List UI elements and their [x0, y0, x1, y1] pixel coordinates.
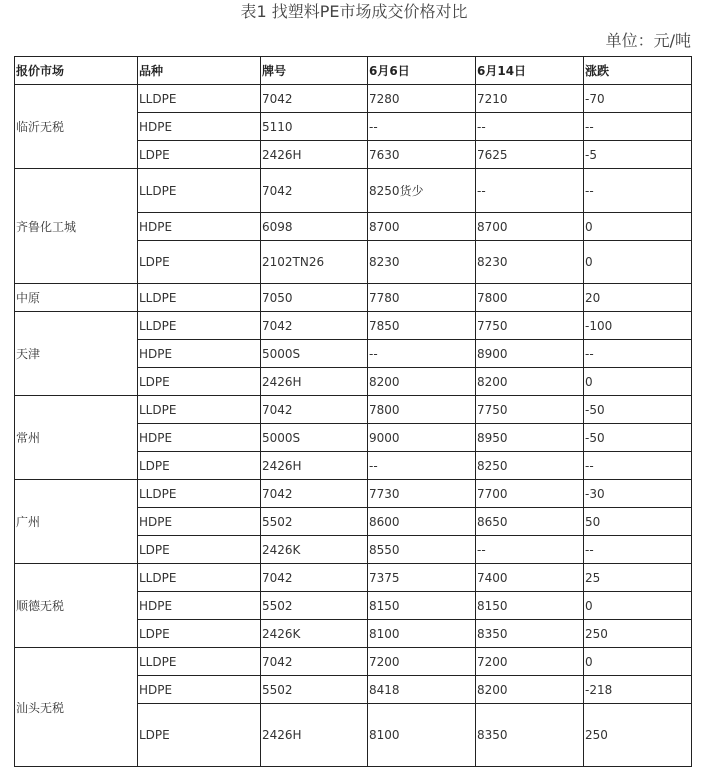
- change-cell: -100: [584, 312, 692, 340]
- table-row: [15, 564, 692, 592]
- product-cell: LDPE: [138, 368, 261, 396]
- header-grade: 牌号: [261, 57, 368, 85]
- grade-cell: 7042: [261, 169, 368, 213]
- jun6-cell: 7630: [368, 141, 476, 169]
- jun14-cell: --: [476, 536, 584, 564]
- jun14-cell: 8650: [476, 508, 584, 536]
- jun6-cell: 7800: [368, 396, 476, 424]
- product-cell: HDPE: [138, 676, 261, 704]
- header-market: 报价市场: [15, 57, 138, 85]
- grade-cell: 2426K: [261, 536, 368, 564]
- jun6-cell: --: [368, 113, 476, 141]
- table-row: [15, 85, 692, 113]
- market-cell: 天津: [15, 312, 138, 396]
- table-row: [15, 169, 692, 213]
- product-cell: LDPE: [138, 704, 261, 767]
- market-cell: 常州: [15, 396, 138, 480]
- unit-label: 单位：元/吨: [605, 31, 691, 50]
- jun14-cell: 7750: [476, 396, 584, 424]
- product-cell: LLDPE: [138, 396, 261, 424]
- header-product: 品种: [138, 57, 261, 85]
- jun6-cell: 8600: [368, 508, 476, 536]
- grade-cell: 5110: [261, 113, 368, 141]
- table-row: [15, 648, 692, 676]
- jun14-cell: 7200: [476, 648, 584, 676]
- grade-cell: 2102TN26: [261, 241, 368, 284]
- jun6-cell: 7375: [368, 564, 476, 592]
- jun6-cell: 8700: [368, 213, 476, 241]
- jun6-cell: --: [368, 452, 476, 480]
- change-cell: 20: [584, 284, 692, 312]
- grade-cell: 7042: [261, 85, 368, 113]
- change-cell: 250: [584, 620, 692, 648]
- jun14-cell: --: [476, 169, 584, 213]
- jun14-cell: 7800: [476, 284, 584, 312]
- grade-cell: 6098: [261, 213, 368, 241]
- grade-cell: 5000S: [261, 424, 368, 452]
- change-cell: --: [584, 536, 692, 564]
- jun6-cell: 7730: [368, 480, 476, 508]
- grade-cell: 5502: [261, 508, 368, 536]
- header-row: [15, 57, 692, 85]
- grade-cell: 2426H: [261, 141, 368, 169]
- grade-cell: 7042: [261, 396, 368, 424]
- jun6-cell: 8418: [368, 676, 476, 704]
- jun14-cell: --: [476, 113, 584, 141]
- product-cell: HDPE: [138, 508, 261, 536]
- grade-cell: 7050: [261, 284, 368, 312]
- product-cell: LLDPE: [138, 284, 261, 312]
- grade-cell: 7042: [261, 648, 368, 676]
- jun14-cell: 8200: [476, 676, 584, 704]
- grade-cell: 5502: [261, 676, 368, 704]
- product-cell: LLDPE: [138, 480, 261, 508]
- market-cell: 中原: [15, 284, 138, 312]
- jun14-cell: 8950: [476, 424, 584, 452]
- jun6-cell: 7850: [368, 312, 476, 340]
- product-cell: HDPE: [138, 592, 261, 620]
- jun6-cell: 8150: [368, 592, 476, 620]
- change-cell: --: [584, 340, 692, 368]
- product-cell: HDPE: [138, 213, 261, 241]
- jun14-cell: 8200: [476, 368, 584, 396]
- change-cell: 0: [584, 592, 692, 620]
- market-cell: 顺德无税: [15, 564, 138, 648]
- change-cell: --: [584, 452, 692, 480]
- jun14-cell: 8250: [476, 452, 584, 480]
- jun14-cell: 8230: [476, 241, 584, 284]
- jun6-cell: 8230: [368, 241, 476, 284]
- market-cell: 临沂无税: [15, 85, 138, 169]
- jun14-cell: 8900: [476, 340, 584, 368]
- change-cell: 0: [584, 368, 692, 396]
- jun6-cell: 8200: [368, 368, 476, 396]
- grade-cell: 2426H: [261, 368, 368, 396]
- jun14-cell: 8150: [476, 592, 584, 620]
- jun6-cell: 8100: [368, 704, 476, 767]
- jun14-cell: 8350: [476, 620, 584, 648]
- product-cell: LDPE: [138, 536, 261, 564]
- product-cell: LDPE: [138, 241, 261, 284]
- product-cell: LDPE: [138, 141, 261, 169]
- header-change: 涨跌: [584, 57, 692, 85]
- product-cell: LLDPE: [138, 564, 261, 592]
- header-jun14: 6月14日: [476, 57, 584, 85]
- table-row: [15, 312, 692, 340]
- jun6-cell: 7200: [368, 648, 476, 676]
- product-cell: LLDPE: [138, 85, 261, 113]
- table-row: [15, 396, 692, 424]
- jun6-cell: 7780: [368, 284, 476, 312]
- jun14-cell: 8350: [476, 704, 584, 767]
- change-cell: --: [584, 113, 692, 141]
- change-cell: -218: [584, 676, 692, 704]
- price-table: [14, 56, 692, 767]
- product-cell: LLDPE: [138, 312, 261, 340]
- jun6-cell: 8250货少: [368, 169, 476, 213]
- change-cell: -5: [584, 141, 692, 169]
- table-row: [15, 480, 692, 508]
- grade-cell: 7042: [261, 312, 368, 340]
- jun14-cell: 7210: [476, 85, 584, 113]
- jun6-cell: 8100: [368, 620, 476, 648]
- change-cell: -50: [584, 396, 692, 424]
- change-cell: 0: [584, 213, 692, 241]
- jun14-cell: 7750: [476, 312, 584, 340]
- product-cell: HDPE: [138, 113, 261, 141]
- grade-cell: 2426H: [261, 704, 368, 767]
- change-cell: 250: [584, 704, 692, 767]
- jun14-cell: 8700: [476, 213, 584, 241]
- jun6-cell: 7280: [368, 85, 476, 113]
- grade-cell: 7042: [261, 480, 368, 508]
- change-cell: 0: [584, 648, 692, 676]
- product-cell: LLDPE: [138, 648, 261, 676]
- jun6-cell: 8550: [368, 536, 476, 564]
- grade-cell: 5000S: [261, 340, 368, 368]
- header-jun6: 6月6日: [368, 57, 476, 85]
- grade-cell: 2426K: [261, 620, 368, 648]
- grade-cell: 7042: [261, 564, 368, 592]
- change-cell: -70: [584, 85, 692, 113]
- market-cell: 齐鲁化工城: [15, 169, 138, 284]
- product-cell: HDPE: [138, 424, 261, 452]
- grade-cell: 2426H: [261, 452, 368, 480]
- product-cell: HDPE: [138, 340, 261, 368]
- jun14-cell: 7700: [476, 480, 584, 508]
- jun6-cell: 9000: [368, 424, 476, 452]
- change-cell: --: [584, 169, 692, 213]
- grade-cell: 5502: [261, 592, 368, 620]
- product-cell: LLDPE: [138, 169, 261, 213]
- change-cell: -30: [584, 480, 692, 508]
- market-cell: 广州: [15, 480, 138, 564]
- change-cell: 50: [584, 508, 692, 536]
- market-cell: 汕头无税: [15, 648, 138, 767]
- product-cell: LDPE: [138, 452, 261, 480]
- table-row: [15, 284, 692, 312]
- jun14-cell: 7400: [476, 564, 584, 592]
- change-cell: -50: [584, 424, 692, 452]
- change-cell: 0: [584, 241, 692, 284]
- jun14-cell: 7625: [476, 141, 584, 169]
- change-cell: 25: [584, 564, 692, 592]
- product-cell: LDPE: [138, 620, 261, 648]
- table-title: 表1 找塑料PE市场成交价格对比: [240, 2, 468, 21]
- jun6-cell: --: [368, 340, 476, 368]
